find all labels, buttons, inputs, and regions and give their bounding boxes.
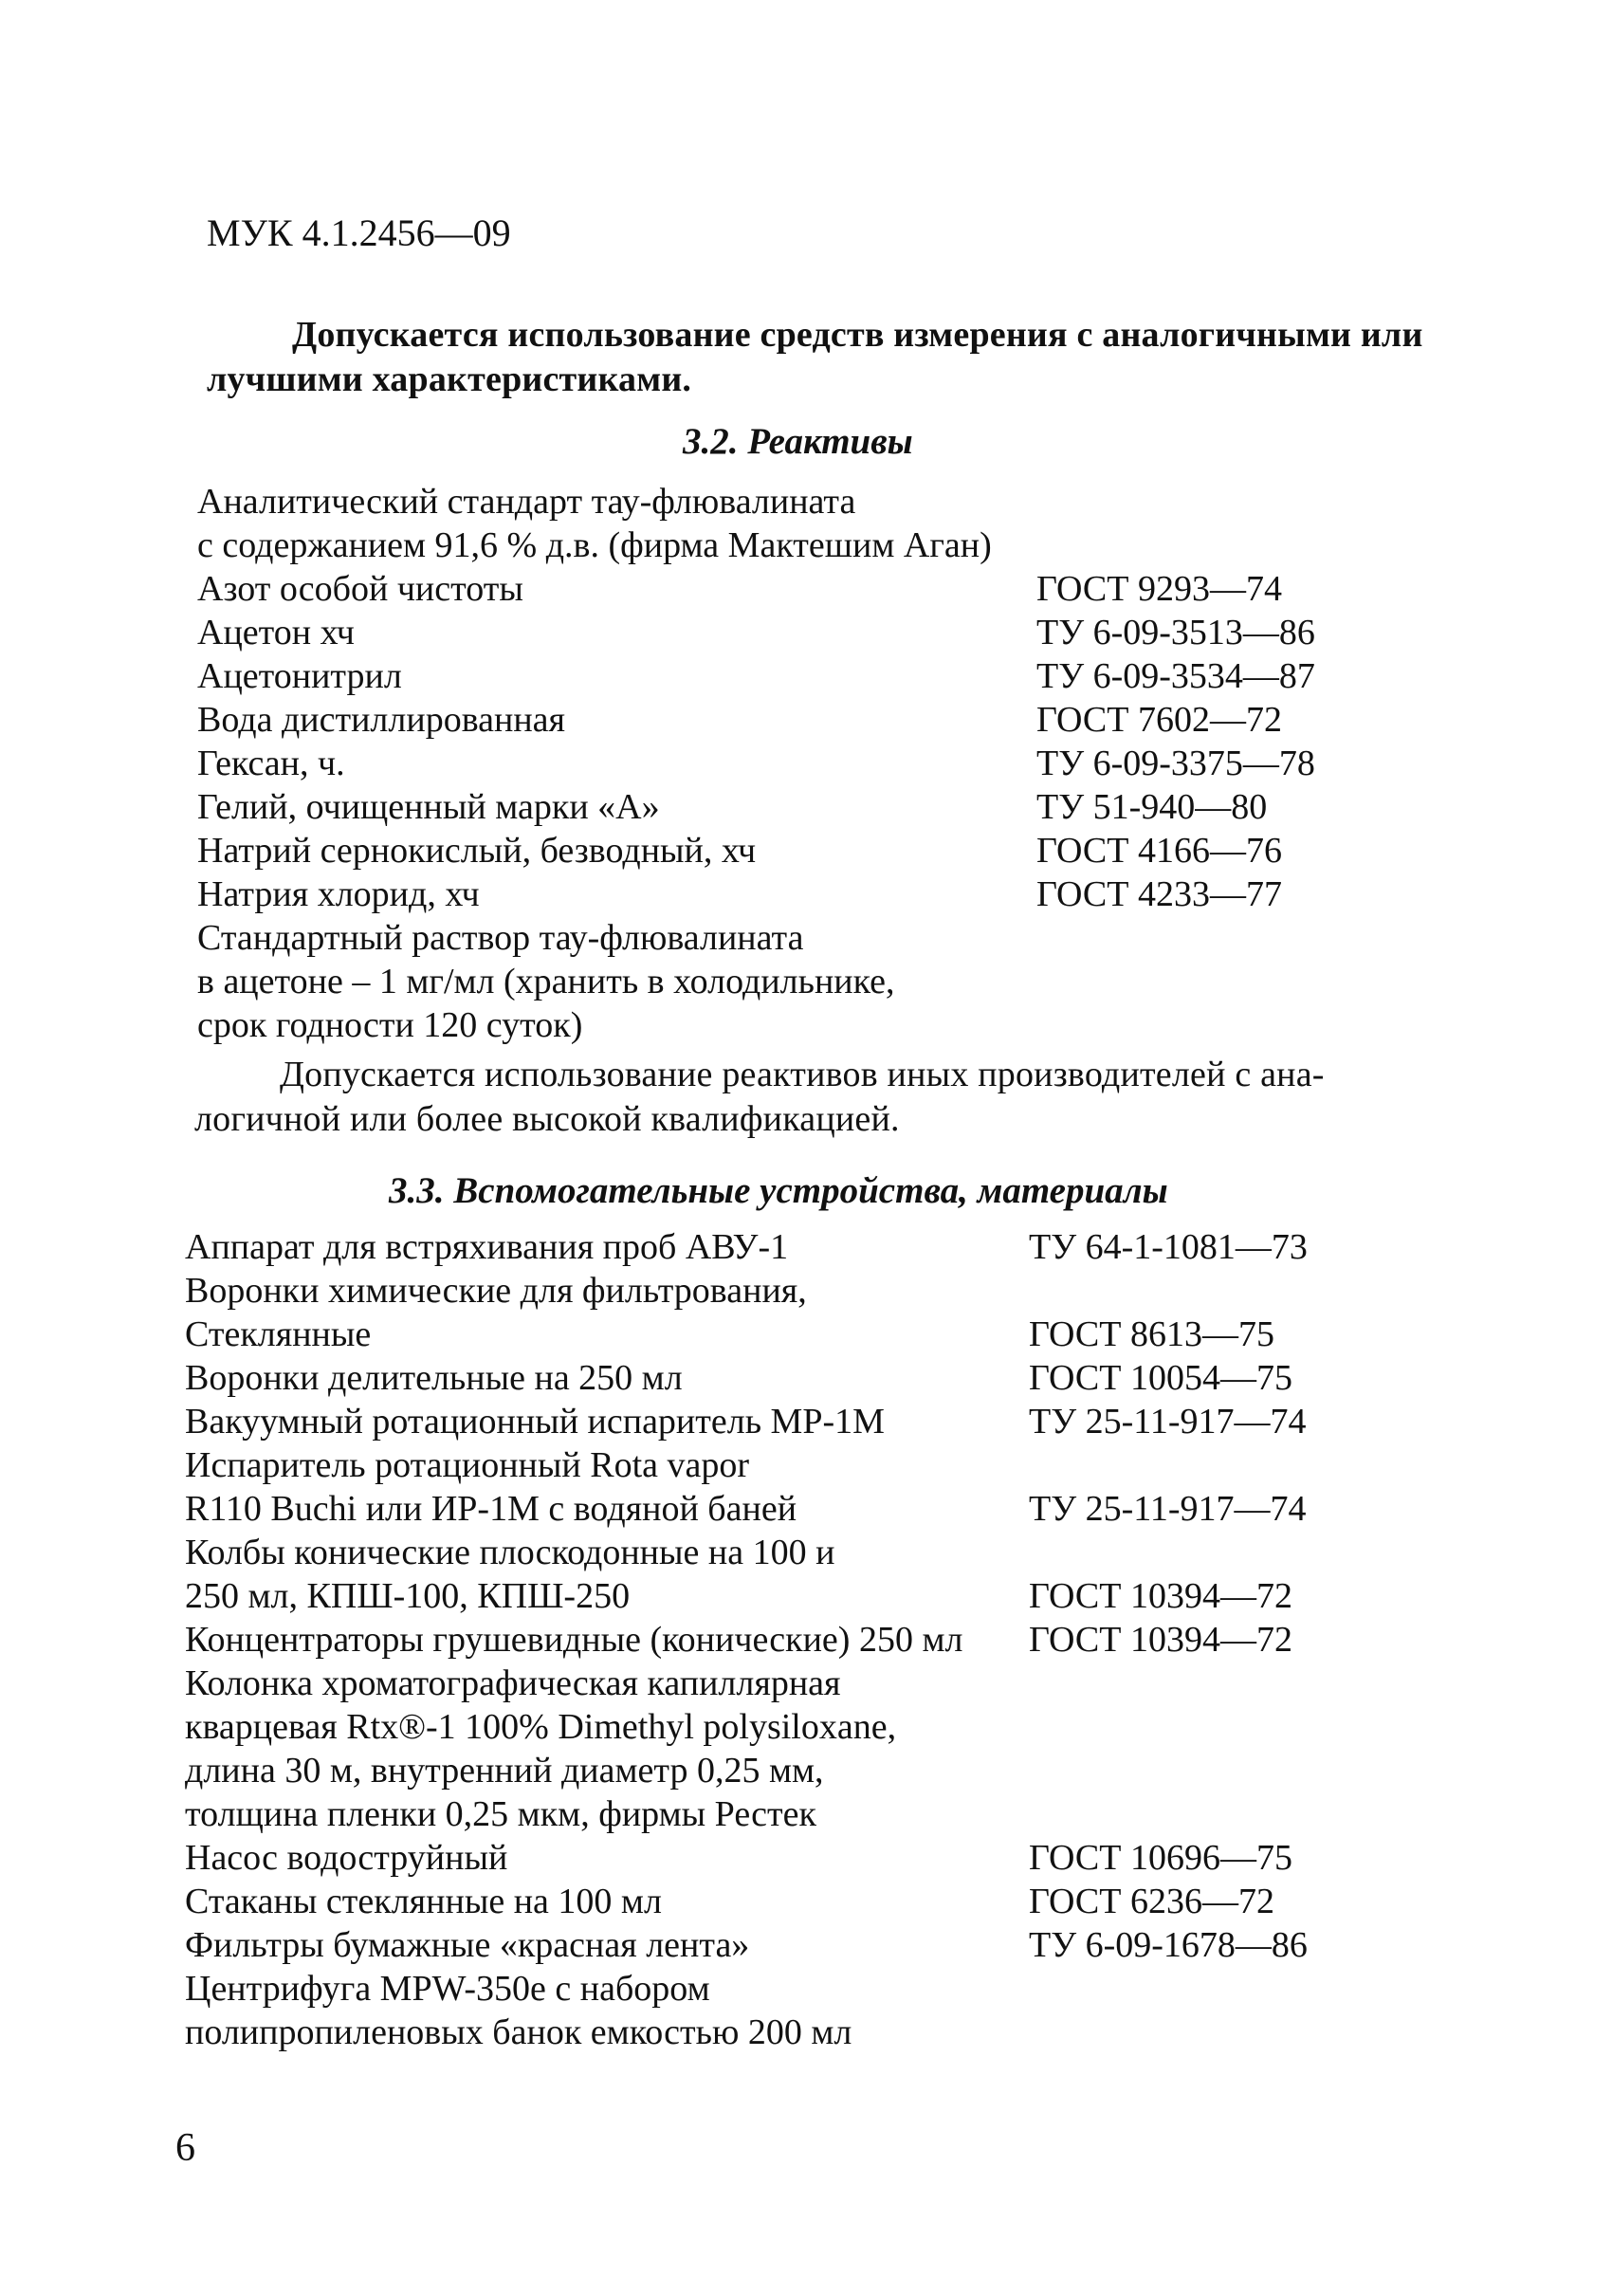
intro-line-2: лучшими характеристиками. bbox=[207, 359, 692, 399]
device-name: Стеклянные bbox=[185, 1314, 372, 1354]
device-name: длина 30 м, внутренний диаметр 0,25 мм, bbox=[185, 1751, 824, 1791]
section-reagents-title: 3.2. Реактивы bbox=[683, 421, 913, 462]
reagent-name: Гелий, очищенный марки «А» bbox=[197, 787, 660, 827]
device-row bbox=[185, 1400, 1418, 1443]
device-standard: ГОСТ 8613—75 bbox=[1029, 1314, 1274, 1354]
device-row bbox=[185, 1574, 1418, 1618]
device-name: Испаритель ротационный Rota vapor bbox=[185, 1445, 750, 1485]
device-name: Фильтры бумажные «красная лента» bbox=[185, 1925, 750, 1965]
intro-line-1 bbox=[207, 313, 1458, 358]
device-row bbox=[185, 1269, 1418, 1313]
device-name: Центрифуга MPW-350e с набором bbox=[185, 1969, 710, 2009]
reagent-standard: ТУ 51-940—80 bbox=[1036, 787, 1268, 827]
device-row bbox=[185, 1749, 1418, 1792]
device-row bbox=[185, 1792, 1418, 1836]
reagent-standard: ГОСТ 4233—77 bbox=[1036, 874, 1282, 914]
reagent-name: срок годности 120 суток) bbox=[197, 1005, 583, 1045]
reagent-name: Азот особой чистоты bbox=[197, 569, 523, 609]
device-name: кварцевая Rtx®-1 100% Dimethyl polysiloxane, bbox=[185, 1707, 897, 1747]
device-name: Колонка хроматографическая капиллярная bbox=[185, 1663, 841, 1703]
device-name: Насос водоструйный bbox=[185, 1838, 508, 1878]
device-standard: ГОСТ 6236—72 bbox=[1029, 1882, 1274, 1921]
device-name: Воронки делительные на 250 мл bbox=[185, 1358, 683, 1398]
reagent-row bbox=[197, 916, 1430, 960]
devices-list bbox=[185, 1225, 1418, 2054]
reagent-name: Натрия хлорид, хч bbox=[197, 874, 480, 914]
device-name: Колбы конические плоскодонные на 100 и bbox=[185, 1533, 835, 1572]
reagent-row bbox=[197, 785, 1430, 829]
reagents-note bbox=[194, 1053, 1465, 1142]
reagent-name: Гексан, ч. bbox=[197, 744, 345, 783]
device-name: 250 мл, КПШ-100, КПШ-250 bbox=[185, 1576, 631, 1616]
device-row bbox=[185, 1313, 1418, 1356]
reagent-row bbox=[197, 872, 1430, 916]
reagent-name: Натрий сернокислый, безводный, хч bbox=[197, 831, 757, 871]
device-row bbox=[185, 1618, 1418, 1662]
document-code: МУК 4.1.2456—09 bbox=[207, 211, 511, 254]
intro-line-1-text: Допускается использование средств измерения с аналогичными или bbox=[292, 315, 1423, 355]
reagent-name: Аналитический стандарт тау-флювалината bbox=[197, 482, 856, 522]
reagent-standard: ГОСТ 7602—72 bbox=[1036, 700, 1282, 740]
device-standard: ТУ 25-11-917—74 bbox=[1029, 1489, 1307, 1529]
reagent-name: Вода дистиллированная bbox=[197, 700, 566, 740]
page-number: 6 bbox=[175, 2126, 195, 2170]
reagent-standard: ТУ 6-09-3513—86 bbox=[1036, 613, 1315, 652]
reagent-row bbox=[197, 742, 1430, 785]
device-row bbox=[185, 1443, 1418, 1487]
reagent-name: Ацетонитрил bbox=[197, 656, 402, 696]
device-standard: ГОСТ 10696—75 bbox=[1029, 1838, 1292, 1878]
reagent-row bbox=[197, 523, 1430, 567]
device-row bbox=[185, 1836, 1418, 1880]
reagent-name: в ацетоне – 1 мг/мл (хранить в холодильнике, bbox=[197, 962, 895, 1001]
device-row bbox=[185, 1356, 1418, 1400]
device-name: полипропиленовых банок емкостью 200 мл bbox=[185, 2012, 852, 2052]
device-row bbox=[185, 1531, 1418, 1574]
reagent-row bbox=[197, 698, 1430, 742]
reagent-name: с содержанием 91,6 % д.в. (фирма Мактешим Аган) bbox=[197, 525, 992, 565]
reagents-list bbox=[197, 480, 1430, 1047]
reagent-name: Стандартный раствор тау-флювалината bbox=[197, 918, 804, 958]
device-name: Аппарат для встряхивания проб АВУ-1 bbox=[185, 1227, 789, 1267]
device-row bbox=[185, 1662, 1418, 1705]
device-standard: ГОСТ 10394—72 bbox=[1029, 1620, 1292, 1660]
reagents-note-line-2: логичной или более высокой квалификацией. bbox=[194, 1099, 900, 1139]
reagents-note-line-1 bbox=[194, 1053, 1465, 1097]
reagent-standard: ТУ 6-09-3375—78 bbox=[1036, 744, 1315, 783]
device-standard: ТУ 64-1-1081—73 bbox=[1029, 1227, 1308, 1267]
reagent-row bbox=[197, 480, 1430, 523]
reagent-row bbox=[197, 829, 1430, 872]
reagent-row bbox=[197, 960, 1430, 1003]
device-row bbox=[185, 1487, 1418, 1531]
reagent-row bbox=[197, 567, 1430, 611]
device-standard: ТУ 6-09-1678—86 bbox=[1029, 1925, 1308, 1965]
device-standard: ТУ 25-11-917—74 bbox=[1029, 1402, 1307, 1442]
device-standard: ГОСТ 10054—75 bbox=[1029, 1358, 1292, 1398]
reagent-row bbox=[197, 611, 1430, 654]
device-name: R110 Buchi или ИР-1М с водяной баней bbox=[185, 1489, 797, 1529]
device-standard: ГОСТ 10394—72 bbox=[1029, 1576, 1292, 1616]
reagent-standard: ТУ 6-09-3534—87 bbox=[1036, 656, 1315, 696]
reagents-note-line-1-text: Допускается использование реактивов иных производителей с ана- bbox=[280, 1055, 1325, 1094]
reagent-row bbox=[197, 1003, 1430, 1047]
reagent-standard: ГОСТ 9293—74 bbox=[1036, 569, 1282, 609]
section-devices-title: 3.3. Вспомогательные устройства, материалы bbox=[389, 1170, 1168, 1211]
reagent-row bbox=[197, 654, 1430, 698]
device-row bbox=[185, 1880, 1418, 1923]
device-name: Вакуумный ротационный испаритель МР-1М bbox=[185, 1402, 885, 1442]
device-row bbox=[185, 1967, 1418, 2011]
device-row bbox=[185, 1225, 1418, 1269]
device-row bbox=[185, 1923, 1418, 1967]
device-name: толщина пленки 0,25 мкм, фирмы Рестек bbox=[185, 1794, 816, 1834]
device-name: Концентраторы грушевидные (конические) 250 мл bbox=[185, 1620, 963, 1660]
intro-paragraph bbox=[207, 313, 1458, 402]
reagent-name: Ацетон хч bbox=[197, 613, 355, 652]
reagent-standard: ГОСТ 4166—76 bbox=[1036, 831, 1282, 871]
device-row bbox=[185, 1705, 1418, 1749]
device-row bbox=[185, 2011, 1418, 2054]
device-name: Воронки химические для фильтрования, bbox=[185, 1271, 807, 1311]
device-name: Стаканы стеклянные на 100 мл bbox=[185, 1882, 662, 1921]
